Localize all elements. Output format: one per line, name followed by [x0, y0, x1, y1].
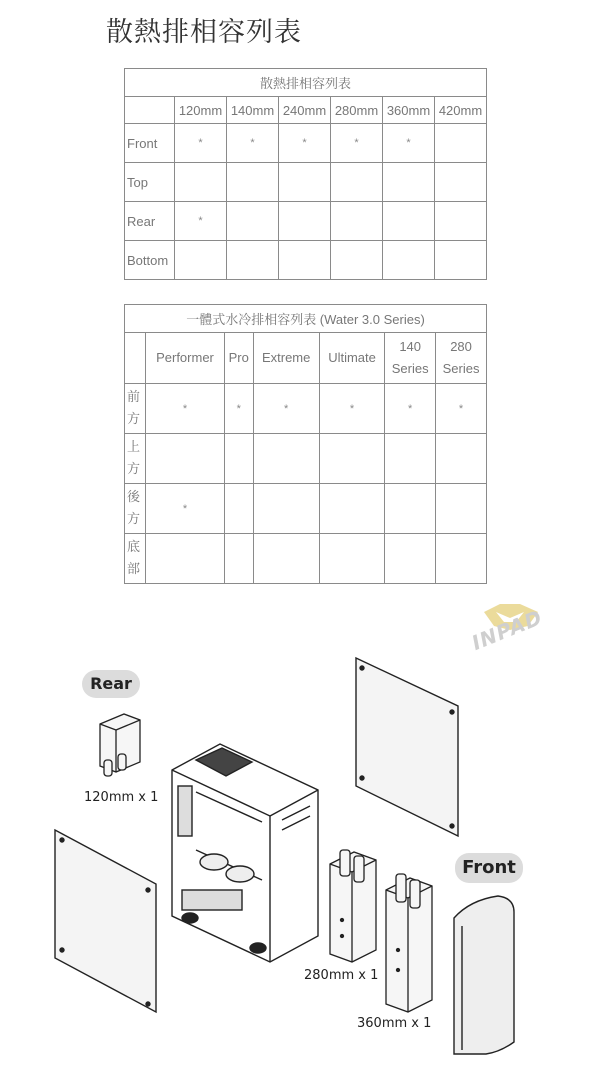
table-cell: * — [319, 384, 384, 434]
table-cell — [279, 241, 331, 280]
table-cell — [435, 124, 487, 163]
column-header-line: Series — [442, 361, 480, 376]
table-cell — [331, 202, 383, 241]
table-cell — [435, 241, 487, 280]
table-cell — [279, 163, 331, 202]
column-header-line: Extreme — [261, 350, 311, 365]
table-cell: * — [383, 124, 435, 163]
column-header: 240mm — [279, 97, 331, 124]
table-cell: * — [253, 384, 319, 434]
radiator-280mm-label: 280mm x 1 — [304, 968, 379, 983]
table-cell: * — [146, 384, 225, 434]
table-cell: * — [146, 484, 225, 534]
column-header: 360mm — [383, 97, 435, 124]
row-label — [125, 484, 146, 534]
table-cell — [224, 534, 253, 584]
table-cell — [383, 202, 435, 241]
table-cell — [227, 163, 279, 202]
table-cell — [224, 484, 253, 534]
column-header-line: Performer — [156, 350, 214, 365]
front-panel-icon — [454, 896, 514, 1054]
table-row — [125, 434, 487, 484]
row-label-char: 方 — [127, 511, 141, 527]
table-cell — [435, 163, 487, 202]
column-header — [436, 333, 487, 384]
table-cell: * — [279, 124, 331, 163]
table-caption-row — [125, 69, 487, 97]
radiator-280mm-icon — [330, 850, 376, 962]
column-header-line: Pro — [228, 350, 249, 365]
table-cell — [385, 534, 436, 584]
table-cell — [383, 241, 435, 280]
inpad-logo-text: INPAD — [468, 604, 546, 656]
column-header — [224, 333, 253, 384]
radiator-120mm-icon — [100, 714, 140, 776]
table-cell — [383, 163, 435, 202]
table-cell — [253, 434, 319, 484]
table-cell — [436, 434, 487, 484]
table-cell — [146, 434, 225, 484]
table-header-row — [125, 97, 487, 124]
table-caption: 散熱排相容列表 — [125, 69, 487, 97]
page-title: 散熱排相容列表 — [106, 17, 302, 48]
column-header-line: Ultimate — [328, 350, 376, 365]
table-row — [125, 484, 487, 534]
row-label: Rear — [125, 202, 175, 241]
row-label — [125, 534, 146, 584]
column-header: 420mm — [435, 97, 487, 124]
table-cell — [331, 163, 383, 202]
column-header: 140mm — [227, 97, 279, 124]
table-cell — [175, 241, 227, 280]
row-label: Bottom — [125, 241, 175, 280]
table-row — [125, 384, 487, 434]
table-row — [125, 534, 487, 584]
table-cell — [435, 202, 487, 241]
column-header-line: 280 — [450, 339, 472, 354]
table-corner-cell — [125, 97, 175, 124]
column-header: 120mm — [175, 97, 227, 124]
table-cell — [319, 484, 384, 534]
radiator-compat-table — [124, 68, 487, 280]
table-cell: * — [227, 124, 279, 163]
column-header-line: 140 — [399, 339, 422, 354]
table-cell: * — [224, 384, 253, 434]
aio-compat-table — [124, 304, 487, 584]
column-header — [319, 333, 384, 384]
rear-label-badge: Rear — [82, 670, 140, 698]
table-header-row — [125, 333, 487, 384]
table-cell — [146, 534, 225, 584]
table-cell: * — [331, 124, 383, 163]
table-cell — [227, 202, 279, 241]
table-row — [125, 202, 487, 241]
row-label-char: 方 — [127, 461, 141, 477]
row-label-char: 後 — [127, 489, 141, 505]
column-header — [146, 333, 225, 384]
side-panel-left — [55, 830, 156, 1012]
row-label — [125, 384, 146, 434]
row-label: Top — [125, 163, 175, 202]
table-cell: * — [436, 384, 487, 434]
pc-case-chassis-icon — [172, 744, 318, 962]
column-header-line: Series — [391, 361, 429, 376]
table-corner-cell — [125, 333, 146, 384]
table-cell — [279, 202, 331, 241]
row-label-char: 底 — [127, 539, 141, 555]
table-cell — [253, 534, 319, 584]
table-cell — [331, 241, 383, 280]
row-label-char: 部 — [127, 561, 141, 577]
table-cell: * — [175, 202, 227, 241]
column-header — [253, 333, 319, 384]
radiator-360mm-icon — [386, 874, 432, 1012]
radiator-360mm-label: 360mm x 1 — [357, 1016, 432, 1031]
side-panel-right — [356, 658, 458, 836]
table-row — [125, 124, 487, 163]
table-cell — [436, 534, 487, 584]
row-label-char: 前 — [127, 389, 141, 405]
table-cell — [175, 163, 227, 202]
column-header: 280mm — [331, 97, 383, 124]
table-cell — [253, 484, 319, 534]
table-row — [125, 163, 487, 202]
radiator-120mm-label: 120mm x 1 — [84, 790, 159, 805]
table-cell — [224, 434, 253, 484]
table-cell: * — [175, 124, 227, 163]
table-cell — [319, 434, 384, 484]
row-label: Front — [125, 124, 175, 163]
column-header — [385, 333, 436, 384]
table-caption: 一體式水冷排相容列表 (Water 3.0 Series) — [125, 305, 487, 333]
row-label-char: 上 — [127, 439, 141, 455]
table-cell — [319, 534, 384, 584]
table-row — [125, 241, 487, 280]
table-cell — [385, 484, 436, 534]
table-cell — [227, 241, 279, 280]
table-cell: * — [385, 384, 436, 434]
front-label-badge: Front — [455, 853, 523, 883]
row-label — [125, 434, 146, 484]
table-cell — [385, 434, 436, 484]
table-caption-row — [125, 305, 487, 333]
row-label-char: 方 — [127, 411, 141, 427]
table-cell — [436, 484, 487, 534]
